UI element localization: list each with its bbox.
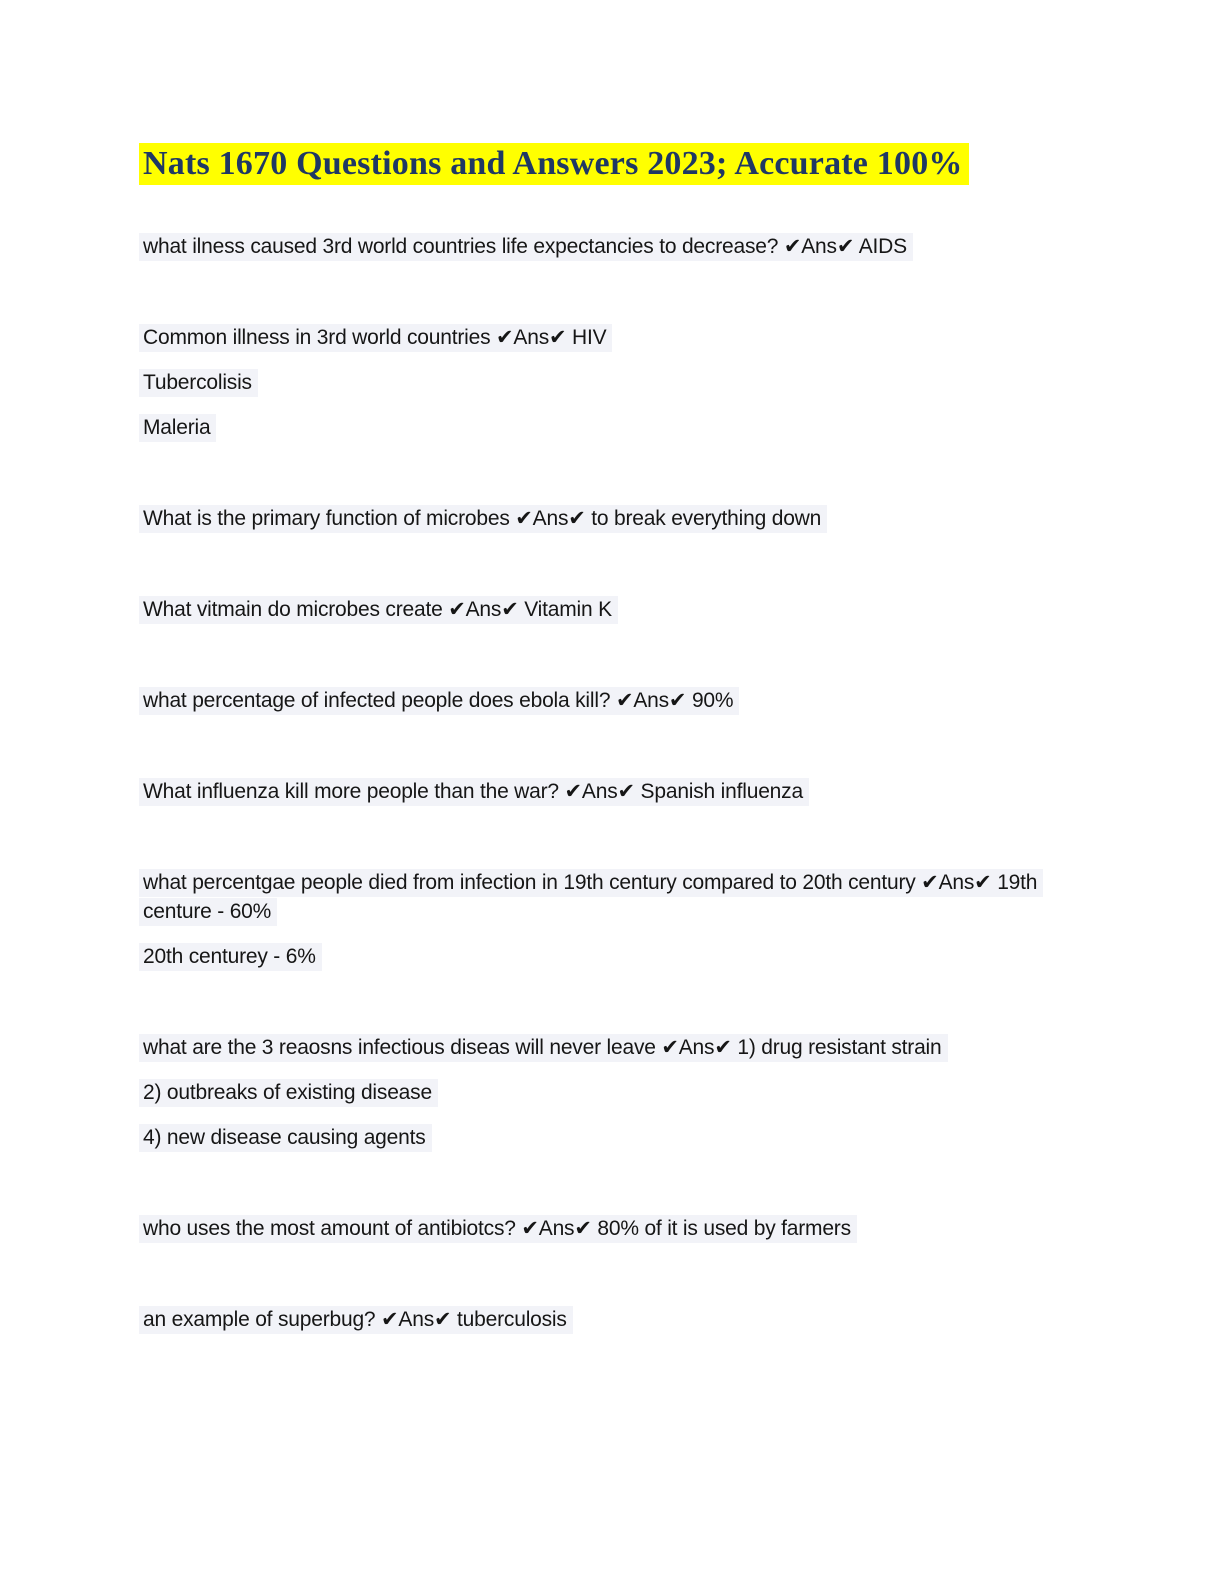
qa-line-text: what percentage of infected people does ebola kill? ✔Ans✔ 90%: [139, 687, 739, 715]
qa-line-text: what ilness caused 3rd world countries life expectancies to decrease? ✔Ans✔ AIDS: [139, 233, 913, 261]
qa-block: [139, 686, 1114, 715]
qa-block: [139, 1214, 1114, 1243]
qa-line-text: What is the primary function of microbes ✔Ans✔ to break everything down: [139, 505, 827, 533]
qa-paragraph: [139, 413, 1114, 442]
qa-block: [139, 777, 1114, 806]
qa-line-text: 4) new disease causing agents: [139, 1124, 432, 1152]
qa-line-text: what are the 3 reaosns infectious diseas will never leave ✔Ans✔ 1) drug resistant strain: [139, 1034, 948, 1062]
qa-paragraph: [139, 232, 1114, 261]
qa-paragraph: [139, 942, 1114, 971]
qa-paragraph: [139, 1123, 1114, 1152]
qa-block: [139, 323, 1114, 442]
document-body: [139, 232, 1114, 1334]
qa-block: [139, 1033, 1114, 1152]
qa-line-text: 20th centurey - 6%: [139, 943, 322, 971]
qa-paragraph: [139, 1214, 1114, 1243]
qa-paragraph: [139, 595, 1114, 624]
qa-paragraph: [139, 868, 1114, 926]
qa-paragraph: [139, 777, 1114, 806]
qa-paragraph: [139, 1305, 1114, 1334]
qa-line-text: Common illness in 3rd world countries ✔Ans✔ HIV: [139, 324, 612, 352]
qa-paragraph: [139, 686, 1114, 715]
page-title-text: Nats 1670 Questions and Answers 2023; Accurate 100%: [139, 143, 969, 185]
qa-block: [139, 1305, 1114, 1334]
qa-block: [139, 232, 1114, 261]
qa-block: [139, 868, 1114, 971]
qa-line-text: Tubercolisis: [139, 369, 258, 397]
qa-line-text: an example of superbug? ✔Ans✔ tuberculosis: [139, 1306, 573, 1334]
qa-line-text: 2) outbreaks of existing disease: [139, 1079, 438, 1107]
qa-line-text: who uses the most amount of antibiotcs? ✔Ans✔ 80% of it is used by farmers: [139, 1215, 857, 1243]
qa-block: [139, 595, 1114, 624]
qa-line-text: what percentgae people died from infection in 19th century compared to 20th century ✔Ans✔ 19th: [139, 869, 1043, 897]
qa-line-text: What influenza kill more people than the war? ✔Ans✔ Spanish influenza: [139, 778, 809, 806]
page-title: [139, 141, 1114, 186]
qa-paragraph: [139, 1033, 1114, 1062]
qa-paragraph: [139, 323, 1114, 352]
qa-paragraph: [139, 1078, 1114, 1107]
qa-line-text: Maleria: [139, 414, 216, 442]
qa-line-text: centure - 60%: [139, 898, 277, 926]
qa-block: [139, 504, 1114, 533]
qa-paragraph: [139, 368, 1114, 397]
qa-paragraph: [139, 504, 1114, 533]
qa-line-text: What vitmain do microbes create ✔Ans✔ Vitamin K: [139, 596, 618, 624]
